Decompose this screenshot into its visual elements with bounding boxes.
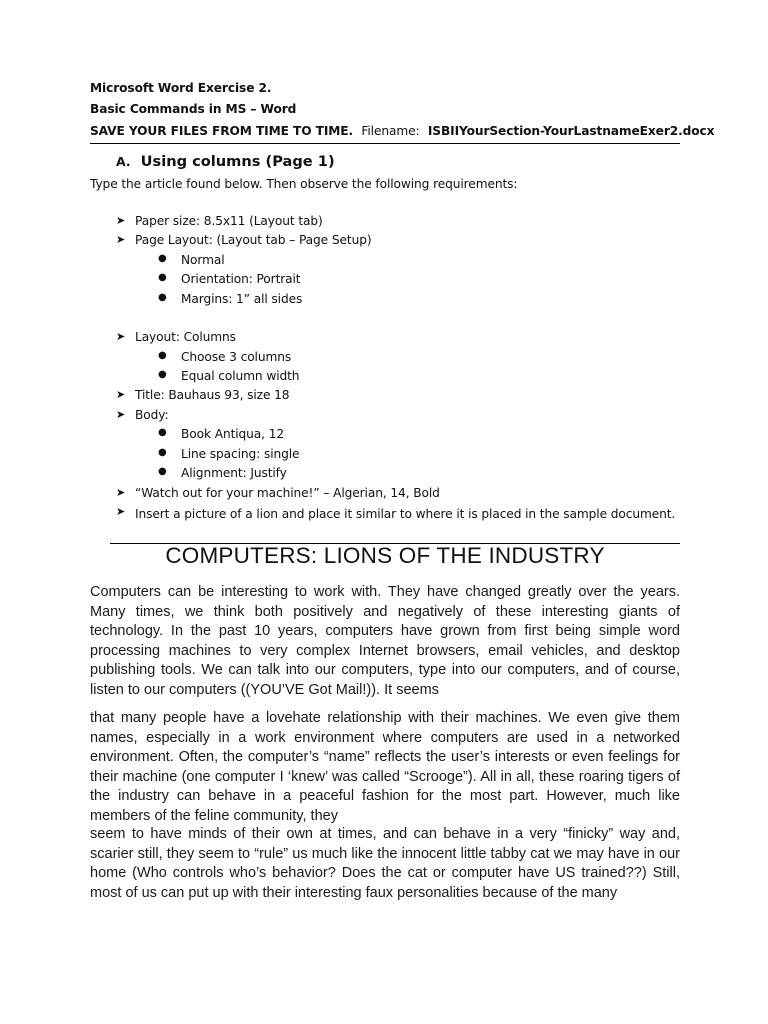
filename-label: Filename: xyxy=(361,124,420,138)
arrow-bullet-icon: ➤ xyxy=(116,214,126,227)
req-label: Body: xyxy=(135,408,169,422)
sub-item-label: Alignment: Justify xyxy=(181,466,287,480)
sub-item-label: Margins: 1” all sides xyxy=(181,292,303,306)
arrow-bullet-icon: ➤ xyxy=(116,486,126,499)
section-title: Using columns (Page 1) xyxy=(140,153,335,170)
save-notice-line xyxy=(90,124,714,138)
article-paragraph-3: seem to have minds of their own at times, and can behave in a very “finicky” way and, scarier still, they seem to “rule” us much like the innocent little tabby cat we may have in our home (Who controls who’s behavior? Does the cat or computer have US trained??) Still, most of us can put up with their interesting faux personalities because of the many xyxy=(90,826,680,901)
arrow-bullet-icon: ➤ xyxy=(116,388,126,401)
article-paragraph-2: that many people have a lovehate relationship with their machines. We even give them names, especially in a work environment where computers are used in a networked environment. Often, the computer’s “name” reflects the user’s interests or even feelings for their machine (one computer I ‘knew’ was called “Scrooge”). All in all, these roaring tigers of the industry can behave in a peaceful fashion for the most part. However, much like members of the feline community, they xyxy=(90,710,680,824)
article-paragraph-1: Computers can be interesting to work with. They have changed greatly over the years. Many times, we think both positively and negatively of these interesting giants of technology. In the past 10 years, computers have grown from first being simple word processing machines to very complex Internet browsers, email vehicles, and desktop publishing tools. We can talk into our computers, type into our computers, and of course, listen to our computers ((YOU’VE Got Mail!)). It seems xyxy=(90,584,680,698)
section-intro: Type the article found below. Then observe the following requirements: xyxy=(90,177,518,191)
save-notice: SAVE YOUR FILES FROM TIME TO TIME. xyxy=(90,124,354,138)
req-label: Page Layout: (Layout tab – Page Setup) xyxy=(135,233,372,247)
dot-bullet-icon: ● xyxy=(158,350,167,361)
arrow-bullet-icon: ➤ xyxy=(116,233,126,246)
sub-item-label: Normal xyxy=(181,253,225,267)
sub-item-label: Equal column width xyxy=(181,369,300,383)
req-insert-picture: Insert a picture of a lion and place it similar to where it is placed in the sample document. xyxy=(135,507,676,521)
section-heading xyxy=(116,153,335,170)
header-divider xyxy=(90,143,680,144)
req-label: “Watch out for your machine!” – Algerian, 14, Bold xyxy=(135,486,440,500)
exercise-subtitle: Basic Commands in MS – Word xyxy=(90,102,297,116)
dot-bullet-icon: ● xyxy=(158,447,167,458)
sub-item-label: Book Antiqua, 12 xyxy=(181,427,285,441)
section-letter: A. xyxy=(116,154,131,169)
dot-bullet-icon: ● xyxy=(158,466,167,477)
sub-item-label: Line spacing: single xyxy=(181,447,300,461)
req-label: Paper size: 8.5x11 (Layout tab) xyxy=(135,214,323,228)
filename: ISBIIYourSection-YourLastnameExer2.docx xyxy=(427,124,715,138)
req-label: Title: Bauhaus 93, size 18 xyxy=(135,388,290,402)
dot-bullet-icon: ● xyxy=(158,292,167,303)
article-title: COMPUTERS: LIONS OF THE INDUSTRY xyxy=(165,543,605,568)
dot-bullet-icon: ● xyxy=(158,369,167,380)
sub-item-label: Choose 3 columns xyxy=(181,350,292,364)
sub-item-label: Orientation: Portrait xyxy=(181,272,301,286)
req-label: Layout: Columns xyxy=(135,330,236,344)
arrow-bullet-icon: ➤ xyxy=(116,330,126,343)
dot-bullet-icon: ● xyxy=(158,253,167,264)
exercise-title: Microsoft Word Exercise 2. xyxy=(90,81,272,95)
arrow-bullet-icon: ➤ xyxy=(116,505,126,518)
arrow-bullet-icon: ➤ xyxy=(116,408,126,421)
dot-bullet-icon: ● xyxy=(158,272,167,283)
dot-bullet-icon: ● xyxy=(158,427,167,438)
